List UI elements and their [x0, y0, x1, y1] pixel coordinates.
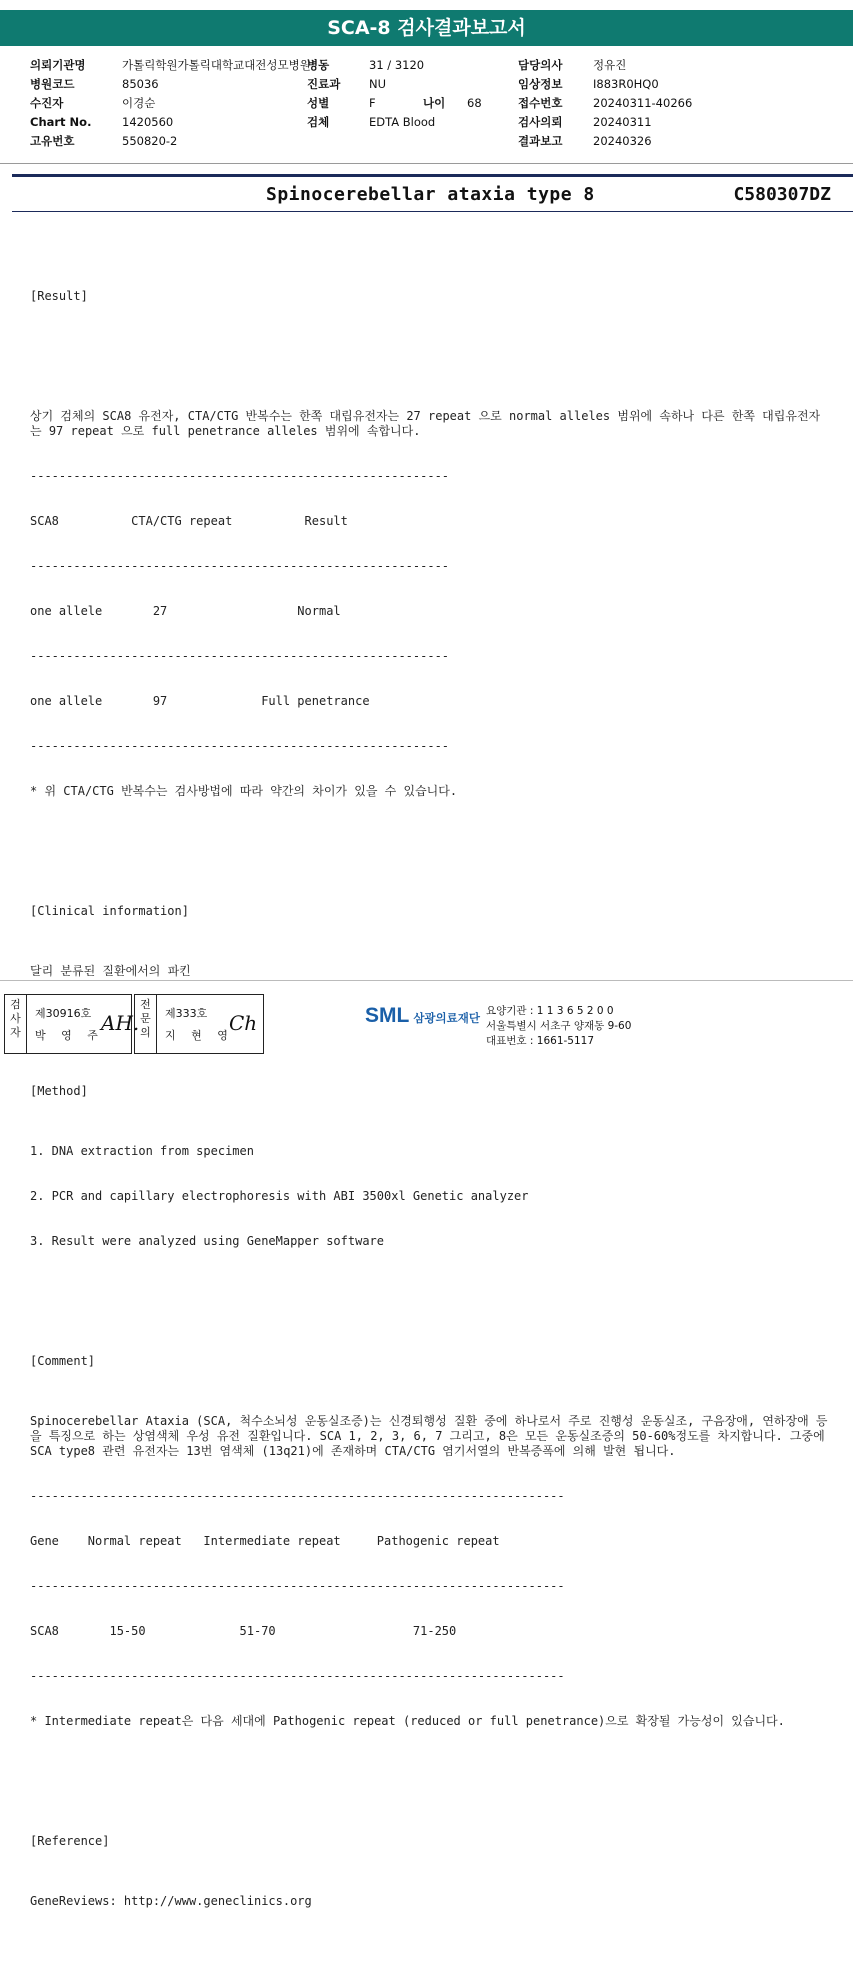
label: 병원코드 — [30, 77, 75, 91]
header-row-dept — [307, 75, 482, 94]
age-value: 68 — [467, 96, 482, 110]
header-row-report-date — [518, 132, 692, 151]
clinical-section — [30, 874, 830, 1009]
separator: ---------------------------------------------------------- — [30, 739, 450, 753]
reference-link[interactable]: GeneReviews: http://www.geneclinics.org — [30, 1894, 312, 1908]
method-section — [30, 1054, 830, 1279]
logo-mark: SML — [365, 1004, 410, 1027]
value: 20240311 — [593, 115, 652, 129]
value: 31 / 3120 — [369, 58, 425, 72]
result-section — [30, 259, 830, 334]
comment-note: * Intermediate repeat은 다음 세대에 Pathogenic repeat (reduced or full penetrance)으로 확장될 가능성이 있습니다. — [30, 1714, 785, 1728]
reference-section — [30, 1804, 830, 1939]
header-row-clinical — [518, 75, 692, 94]
value: 20240311-40266 — [593, 96, 693, 110]
label: 진료과 — [307, 77, 341, 91]
result-table-row: one allele 97 Full penetrance — [30, 694, 370, 708]
label: 담당의사 — [518, 58, 563, 72]
value: 550820-2 — [122, 134, 178, 148]
label: 결과보고 — [518, 134, 563, 148]
separator: -------------------------------------------------------------------------- — [30, 1579, 565, 1593]
stamp-label: 전문의 — [135, 995, 157, 1053]
value: 가톨릭학원가톨릭대학교대전성모병원 — [122, 58, 311, 72]
address-line: 요양기관 : 1 1 3 6 5 2 0 0 — [486, 1005, 614, 1017]
result-section-body — [30, 379, 830, 844]
value: 이경순 — [122, 96, 156, 110]
header-row-sex — [307, 94, 482, 113]
label: 접수번호 — [518, 96, 563, 110]
value: 1420560 — [122, 115, 174, 129]
label: 병동 — [307, 58, 330, 72]
header-col2 — [307, 56, 482, 132]
stamp-label: 검사자 — [5, 995, 27, 1053]
org-logo — [365, 1004, 480, 1028]
header-row-chart — [30, 113, 311, 132]
section-heading: [Reference] — [30, 1834, 110, 1848]
address-line: 대표번호 : 1661-5117 — [486, 1035, 595, 1047]
divider — [12, 211, 853, 212]
license-number: 제333호 — [165, 1007, 208, 1020]
footer-divider — [0, 980, 853, 981]
header-row-patient — [30, 94, 311, 113]
header-row-id — [30, 132, 311, 151]
separator: ---------------------------------------------------------- — [30, 469, 450, 483]
comment-section — [30, 1324, 830, 1759]
value: 정유진 — [593, 58, 627, 72]
separator: -------------------------------------------------------------------------- — [30, 1489, 565, 1503]
separator: -------------------------------------------------------------------------- — [30, 1669, 565, 1683]
org-address — [486, 1004, 631, 1049]
label: 임상정보 — [518, 77, 563, 91]
header-col1 — [30, 56, 311, 151]
report-title: SCA-8 검사결과보고서 — [0, 10, 853, 46]
section-heading: [Clinical information] — [30, 904, 189, 918]
report-body — [30, 229, 830, 1969]
result-note: * 위 CTA/CTG 반복수는 검사방법에 따라 약간의 차이가 있을 수 있습니다. — [30, 784, 458, 798]
header-row-specimen — [307, 113, 482, 132]
value: I883R0HQ0 — [593, 77, 659, 91]
comment-text: Spinocerebellar Ataxia (SCA, 척수소뇌성 운동실조증)는 신경퇴행성 질환 중에 하나로서 주로 진행성 운동실조, 구음장애, 연하장애 등을 특징으로 하는 상염색체 우성 유전 질환입니다. SCA 1, 2, 3, 6, 7 그리고, 8은 모든 운동실조증의 50-60%정도를 차지합니다. 그중에 SCA type8 관련 유전자는 13번 염색체 (13q21)에 존재하며 CTA/CTG 염기서열의 반복증폭에 의해 발현 됩니다. — [30, 1414, 832, 1458]
org-name: 삼광의료재단 — [413, 1011, 480, 1025]
method-line: 2. PCR and capillary electrophoresis with ABI 3500xl Genetic analyzer — [30, 1189, 529, 1203]
label: 성별 — [307, 96, 330, 110]
label: Chart No. — [30, 115, 92, 129]
header-row-request-date — [518, 113, 692, 132]
test-name: Spinocerebellar ataxia type 8 — [266, 184, 595, 205]
section-heading: [Result] — [30, 289, 88, 303]
header-col3 — [518, 56, 692, 151]
header-row-ward — [307, 56, 482, 75]
result-table-header: SCA8 CTA/CTG repeat Result — [30, 514, 348, 528]
divider — [12, 174, 853, 177]
specialist-name: 지 현 영 — [165, 1029, 234, 1042]
label: 검체 — [307, 115, 330, 129]
comment-table-row: SCA8 15-50 51-70 71-250 — [30, 1624, 457, 1638]
value: 85036 — [122, 77, 159, 91]
result-text: 상기 검체의 SCA8 유전자, CTA/CTG 반복수는 한쪽 대립유전자는 27 repeat 으로 normal alleles 범위에 속하나 다른 한쪽 대립유전자는 97 repeat 으로 full penetrance alleles 범위에 속합니다. — [30, 409, 821, 438]
header-row-hospital-code — [30, 75, 311, 94]
label: 고유번호 — [30, 134, 75, 148]
specialist-stamp — [134, 994, 264, 1054]
separator: ---------------------------------------------------------- — [30, 649, 450, 663]
test-code: C580307DZ — [733, 184, 831, 205]
label: 의뢰기관명 — [30, 58, 86, 72]
age-label: 나이 — [423, 96, 446, 110]
value: EDTA Blood — [369, 115, 436, 129]
section-heading: [Comment] — [30, 1354, 96, 1368]
comment-table-header: Gene Normal repeat Intermediate repeat Pathogenic repeat — [30, 1534, 500, 1548]
label: 검사의뢰 — [518, 115, 563, 129]
result-table-row: one allele 27 Normal — [30, 604, 341, 618]
value: 20240326 — [593, 134, 652, 148]
header-row-institution — [30, 56, 311, 75]
divider — [0, 163, 853, 164]
value: F — [369, 96, 376, 110]
license-number: 제30916호 — [35, 1007, 92, 1020]
address-line: 서울특별시 서초구 양재동 9-60 — [486, 1020, 632, 1032]
section-heading: [Method] — [30, 1084, 88, 1098]
signature: Ch — [229, 1011, 258, 1035]
header-row-doctor — [518, 56, 692, 75]
examiner-name: 박 영 주 — [35, 1029, 104, 1042]
examiner-stamp — [4, 994, 140, 1054]
method-line: 3. Result were analyzed using GeneMapper software — [30, 1234, 385, 1248]
value: NU — [369, 77, 387, 91]
header-row-accession — [518, 94, 692, 113]
clinical-text: 달리 분류된 질환에서의 파킨 — [30, 964, 191, 978]
signature: AH. — [101, 1011, 140, 1035]
label: 수진자 — [30, 96, 64, 110]
separator: ---------------------------------------------------------- — [30, 559, 450, 573]
method-line: 1. DNA extraction from specimen — [30, 1144, 254, 1158]
